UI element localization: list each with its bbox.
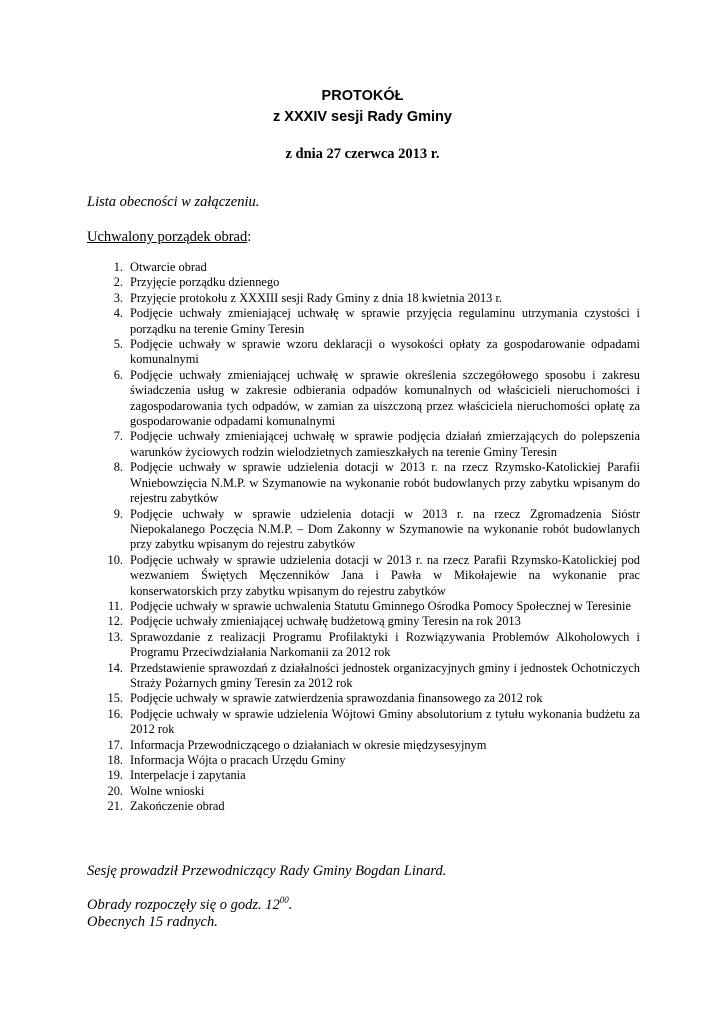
agenda-item-number: 8.: [113, 460, 123, 475]
agenda-item-text: Przyjęcie porządku dziennego: [130, 275, 280, 290]
agenda-item: [95, 460, 640, 506]
agenda-item-text: Informacja Wójta o pracach Urzędu Gminy: [130, 753, 346, 767]
document-title: PROTOKÓŁ: [321, 88, 404, 104]
agenda-item: [95, 275, 640, 290]
agenda-item-number: 2.: [113, 275, 123, 290]
agenda-item: [95, 799, 640, 814]
agenda-item: [95, 368, 640, 430]
agenda-item-text: Podjęcie uchwały w sprawie udzielenia dotacji w 2013 r. na rzecz Rzymsko-Katolickiej Parafii Wniebowzięcia N.M.P. w Szymanowie na wykonanie robót budowlanych przy zabytku wpisanym do rejestru zabytków: [130, 460, 640, 506]
agenda-item-text: Podjęcie uchwały zmieniającej uchwałę budżetową gminy Teresin na rok 2013: [130, 614, 521, 629]
agenda-item-number: 3.: [113, 290, 123, 305]
agenda-item-number: 17.: [107, 737, 123, 752]
agenda-item-text: Otwarcie obrad: [130, 260, 207, 274]
agenda-item-number: 5.: [113, 337, 123, 352]
document-subtitle: z XXXIV sesji Rady Gminy: [273, 109, 452, 125]
agenda-item-number: 4.: [113, 306, 123, 321]
agenda-heading-colon: :: [247, 229, 252, 245]
agenda-item-text: Podjęcie uchwały zmieniającej uchwałę w sprawie podjęcia działań zmierzających do polepszenia warunków życiowych rodzin wielodzietnych zamieszkałych na terenie Gminy Teresin: [130, 429, 640, 459]
agenda-item: [95, 291, 640, 306]
agenda-item: [95, 630, 640, 661]
agenda-item-text: Sprawozdanie z realizacji Programu Profilaktyki i Rozwiązywania Problemów Alkoholowych i Programu Przeciwdziałania Narkomanii za 2012 rok: [130, 629, 640, 660]
agenda-item: [95, 553, 640, 599]
agenda-item-number: 16.: [107, 706, 123, 721]
agenda-item: [95, 753, 640, 768]
agenda-item-text: Podjęcie uchwały zmieniającej uchwałę w sprawie przyjęcia regulaminu utrzymania czystości i porządku na terenie Gminy Teresin: [130, 306, 640, 336]
agenda-item-number: 15.: [107, 691, 123, 706]
agenda-item: [95, 661, 640, 692]
agenda-item-number: 7.: [113, 429, 123, 444]
agenda-item-text: Przedstawienie sprawozdań z działalności jednostek organizacyjnych gminy i jednostek Ochotniczych Straży Pożarnych gminy Teresin za 2012 rok: [130, 660, 640, 690]
agenda-item-text: Zakończenie obrad: [130, 799, 225, 814]
start-time-minutes: 00: [279, 895, 289, 906]
agenda-item: [95, 707, 640, 738]
start-time-prefix: Obrady rozpoczęły się o godz. 12: [87, 897, 280, 913]
agenda-item-text: Przyjęcie protokołu z XXXIII sesji Rady Gminy z dnia 18 kwietnia 2013 r.: [130, 290, 502, 305]
agenda-item-number: 1.: [113, 260, 123, 274]
agenda-item-text: Podjęcie uchwały w sprawie zatwierdzenia sprawozdania finansowego za 2012 rok: [130, 691, 543, 706]
agenda-heading-text: Uchwalony porządek obrad: [87, 229, 248, 245]
agenda-item-text: Podjęcie uchwały w sprawie wzoru deklaracji o wysokości opłaty za gospodarowanie odpadami komunalnymi: [130, 337, 640, 367]
agenda-item-number: 12.: [107, 614, 123, 629]
agenda-item-number: 9.: [113, 506, 123, 521]
session-date: z dnia 27 czerwca 2013 r.: [285, 146, 440, 162]
agenda-item: [95, 768, 640, 783]
agenda-item-text: Podjęcie uchwały w sprawie uchwalenia Statutu Gminnego Ośrodka Pomocy Społecznej w Teresinie: [130, 598, 631, 613]
agenda-item-text: Podjęcie uchwały w sprawie udzielenia Wójtowi Gminy absolutorium z tytułu wykonania budżetu za 2012 rok: [130, 706, 640, 737]
agenda-item-text: Interpelacje i zapytania: [130, 768, 246, 783]
agenda-item: [95, 614, 640, 629]
agenda-item-text: Podjęcie uchwały zmieniającej uchwałę w sprawie określenia szczegółowego sposobu i zakresu świadczenia usług w zakresie odbierania odpadów komunalnych od właścicieli nieruchomości i zagospodarowania tych odpadów, w zamian za uiszczoną przez właściciela nieruchomości opłatę za gospodarowanie odpadami komunalnymi: [130, 367, 640, 429]
agenda-item: [95, 337, 640, 368]
agenda-item-number: 20.: [107, 783, 123, 798]
start-time-note: [87, 896, 292, 914]
agenda-item-number: 13.: [107, 629, 123, 644]
agenda-item: [95, 260, 640, 275]
agenda-item: [95, 429, 640, 460]
start-time-suffix: .: [288, 897, 293, 913]
agenda-heading: [87, 228, 251, 246]
agenda-item-number: 19.: [107, 768, 123, 783]
agenda-item-number: 6.: [113, 367, 123, 382]
attendance-count: Obecnych 15 radnych.: [87, 914, 218, 930]
agenda-item: [95, 306, 640, 337]
agenda-item-number: 14.: [107, 660, 123, 675]
agenda-item: [95, 738, 640, 753]
agenda-item-text: Wolne wnioski: [130, 783, 205, 798]
agenda-item-text: Podjęcie uchwały w sprawie udzielenia dotacji w 2013 r. na rzecz Zgromadzenia Sióstr Niepokalanego Poczęcia N.M.P. – Dom Zakonny w Szymanowie na wykonanie robót budowlanych przy zabytku wpisanym do rejestru zabytków: [130, 506, 640, 552]
agenda-list: [95, 260, 640, 815]
agenda-item-number: 18.: [107, 753, 123, 767]
agenda-item-number: 21.: [107, 799, 123, 814]
title-block: [0, 86, 725, 128]
agenda-item-number: 11.: [107, 598, 123, 613]
agenda-item-text: Podjęcie uchwały w sprawie udzielenia dotacji w 2013 r. na rzecz Parafii Rzymsko-Katolickiej pod wezwaniem Świętych Męczenników Jana i Pawła w Mikołajewie na wykonanie prac konserwatorskich przy zabytku wpisanym do rejestru zabytków: [130, 552, 640, 598]
chair-note: Sesję prowadził Przewodniczący Rady Gminy Bogdan Linard.: [87, 863, 447, 879]
agenda-item: [95, 507, 640, 553]
agenda-item: [95, 784, 640, 799]
agenda-item: [95, 691, 640, 706]
agenda-item: [95, 599, 640, 614]
agenda-item-number: 10.: [107, 552, 123, 567]
agenda-item-text: Informacja Przewodniczącego o działaniach w okresie międzysesyjnym: [130, 737, 487, 752]
attendance-note: Lista obecności w załączeniu.: [87, 194, 260, 210]
